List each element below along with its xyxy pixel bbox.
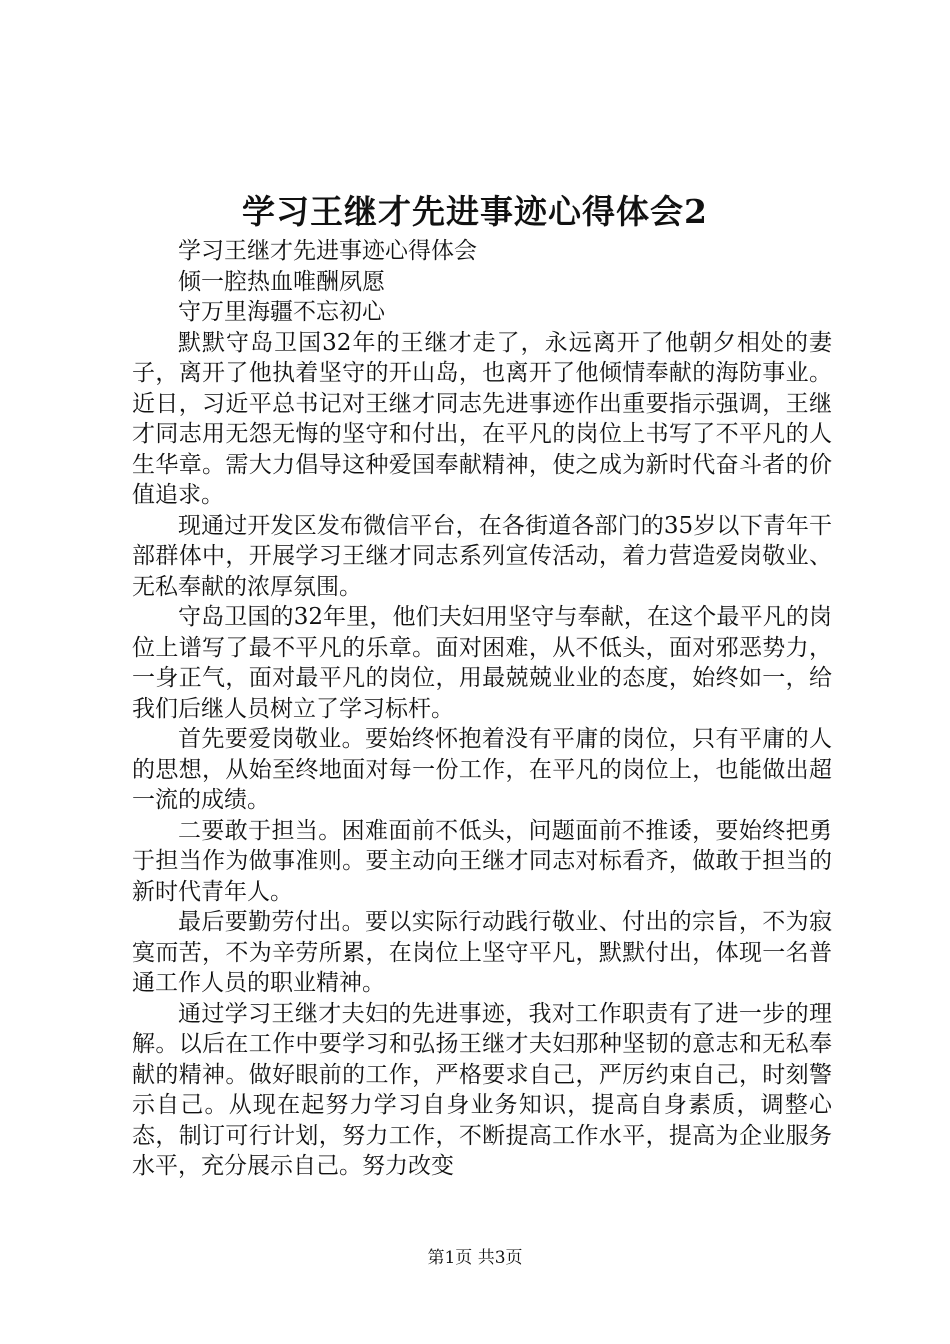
- paragraph: 默默守岛卫国32年的王继才走了，永远离开了他朝夕相处的妻子，离开了他执着坚守的开山岛，也离开了他倾情奉献的海防事业。近日，习近平总书记对王继才同志先进事迹作出重要指示强调，王继才同志用无怨无悔的坚守和付出，在平凡的岗位上书写了不平凡的人生华章。需大力倡导这种爱国奉献精神，使之成为新时代奋斗者的价值追求。: [132, 329, 832, 508]
- page-footer: 第1页 共3页: [427, 1248, 523, 1268]
- paragraph: 现通过开发区发布微信平台，在各街道各部门的35岁以下青年干部群体中，开展学习王继才同志系列宣传活动，着力营造爱岗敬业、无私奉献的浓厚氛围。: [132, 512, 832, 600]
- paragraph: 学习王继才先进事迹心得体会: [178, 238, 477, 264]
- paragraph: 倾一腔热血唯酬夙愿: [178, 268, 385, 295]
- paragraph: 守岛卫国的32年里，他们夫妇用坚守与奉献，在这个最平凡的岗位上谱写了最不平凡的乐章。面对困难，从不低头，面对邪恶势力，一身正气，面对最平凡的岗位，用最兢兢业业的态度，始终如一，给我们后继人员树立了学习标杆。: [132, 604, 832, 722]
- paragraph: 通过学习王继才夫妇的先进事迹，我对工作职责有了进一步的理解。以后在工作中要学习和弘扬王继才夫妇那种坚韧的意志和无私奉献的精神。做好眼前的工作，严格要求自己，严厉约束自己，时刻警示自己。从现在起努力学习自身业务知识，提高自身素质，调整心态，制订可行计划，努力工作，不断提高工作水平，提高为企业服务水平，充分展示自己。努力改变: [132, 1000, 832, 1179]
- document-title: 学习王继才先进事迹心得体会2: [242, 192, 708, 231]
- document-body: [132, 236, 832, 1182]
- paragraph: 首先要爱岗敬业。要始终怀抱着没有平庸的岗位，只有平庸的人的思想，从始至终地面对每一份工作，在平凡的岗位上，也能做出超一流的成绩。: [132, 726, 832, 813]
- paragraph: 二要敢于担当。困难面前不低头，问题面前不推诿，要始终把勇于担当作为做事准则。要主动向王继才同志对标看齐，做敢于担当的新时代青年人。: [132, 817, 832, 905]
- paragraph: 最后要勤劳付出。要以实际行动践行敬业、付出的宗旨，不为寂寞而苦，不为辛劳所累，在岗位上坚守平凡，默默付出，体现一名普通工作人员的职业精神。: [132, 909, 832, 996]
- paragraph: 守万里海疆不忘初心: [178, 299, 385, 325]
